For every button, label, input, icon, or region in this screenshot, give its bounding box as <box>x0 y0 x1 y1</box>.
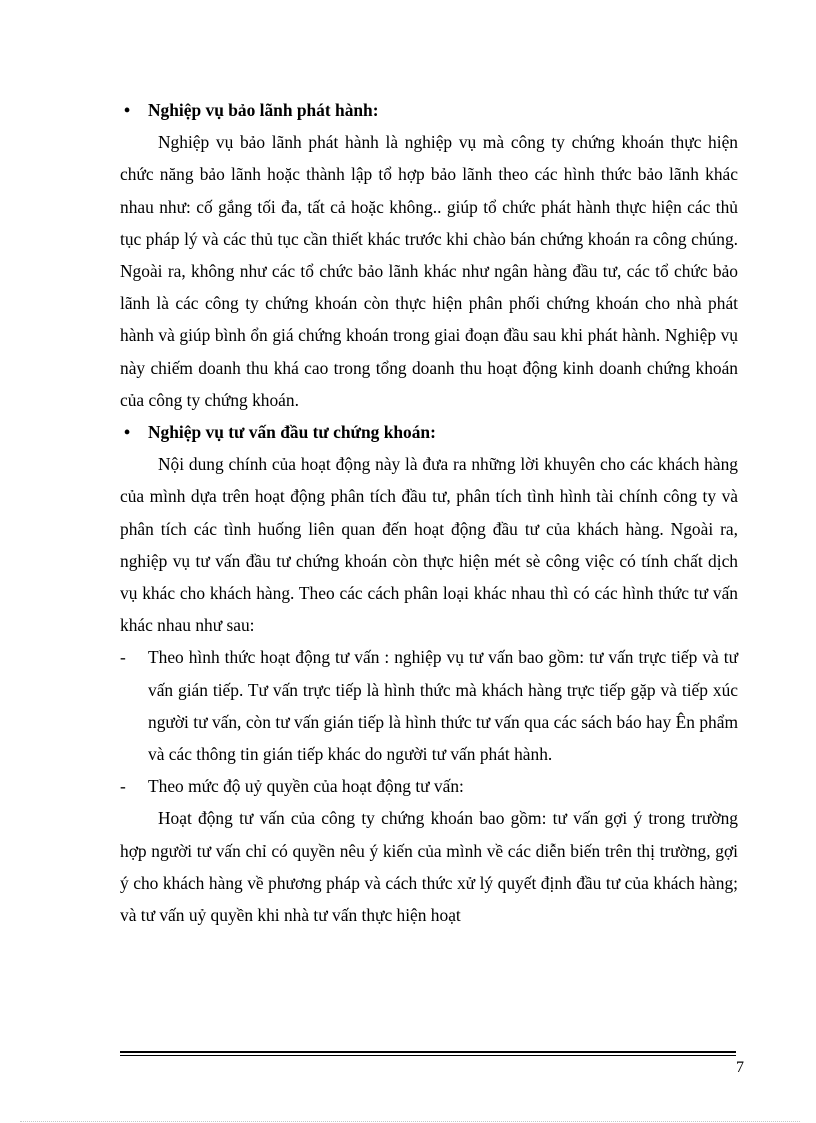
dash-marker: - <box>120 776 126 797</box>
page-edge-divider <box>20 1121 800 1122</box>
list-item-text: Theo mức độ uỷ quyền của hoạt động tư vấn: <box>148 776 464 797</box>
page-number: 7 <box>736 1059 744 1076</box>
paragraph-underwriting: Nghiệp vụ bảo lãnh phát hành là nghiệp vụ mà công ty chứng khoán thực hiện chức năng bảo lãnh hoặc thành lập tổ hợp bảo lãnh theo các hình thức bảo lãnh khác nhau như: cố gắng tối đa, tất cả hoặc không.. giúp tổ chức phát hành thực hiện các thủ tục pháp lý và các thủ tục cần thiết khác trước khi chào bán chứng khoán ra công chúng. Ngoài ra, không như các tổ chức bảo lãnh khác như ngân hàng đầu tư, các tổ chức bảo lãnh là các công ty chứng khoán còn thực hiện phân phối chứng khoán cho nhà phát hành và giúp bình ổn giá chứng khoán trong giai đoạn đầu sau khi phát hành. Nghiệp vụ này chiếm doanh thu khá cao trong tổng doanh thu hoạt động kinh doanh chứng khoán của công ty chứng khoán. <box>120 132 738 410</box>
section-heading-advisory <box>120 416 738 448</box>
paragraph-advisory-closing: Hoạt động tư vấn của công ty chứng khoán bao gồm: tư vấn gợi ý trong trường hợp người tư vấn chỉ có quyền nêu ý kiến của mình về các diễn biến trên thị trường, gợi ý cho khách hàng về phương pháp và cách thức xử lý quyết định đầu tư của khách hàng; và tư vấn uỷ quyền khi nhà tư vấn thực hiện hoạt <box>120 808 738 926</box>
list-item-text: Theo hình thức hoạt động tư vấn : nghiệp vụ tư vấn bao gồm: tư vấn trực tiếp và tư vấn gián tiếp. Tư vấn trực tiếp là hình thức mà khách hàng trực tiếp gặp và tiếp xúc người tư vấn, còn tư vấn gián tiếp là hình thức tư vấn qua các sách báo hay Ên phẩm và các thông tin gián tiếp khác do người tư vấn phát hành. <box>148 647 738 765</box>
list-item <box>120 641 738 770</box>
bullet-icon: • <box>124 422 131 443</box>
page-content <box>120 94 738 931</box>
footer-divider-thin <box>120 1055 736 1056</box>
section-heading-underwriting <box>120 94 738 126</box>
footer-divider <box>120 1051 736 1053</box>
dash-marker: - <box>120 647 126 668</box>
list-item <box>120 770 738 802</box>
section-title: Nghiệp vụ tư vấn đầu tư chứng khoán: <box>148 422 436 443</box>
section-title: Nghiệp vụ bảo lãnh phát hành: <box>148 100 379 120</box>
paragraph-advisory: Nội dung chính của hoạt động này là đưa ra những lời khuyên cho các khách hàng của mình dựa trên hoạt động phân tích đầu tư, phân tích tình hình tài chính công ty và phân tích các tình huống liên quan đến hoạt động đầu tư của khách hàng. Ngoài ra, nghiệp vụ tư vấn đầu tư chứng khoán còn thực hiện mét sè công việc có tính chất dịch vụ khác cho khách hàng. Theo các cách phân loại khác nhau thì có các hình thức tư vấn khác nhau như sau: <box>120 454 738 636</box>
bullet-icon: • <box>124 100 131 120</box>
